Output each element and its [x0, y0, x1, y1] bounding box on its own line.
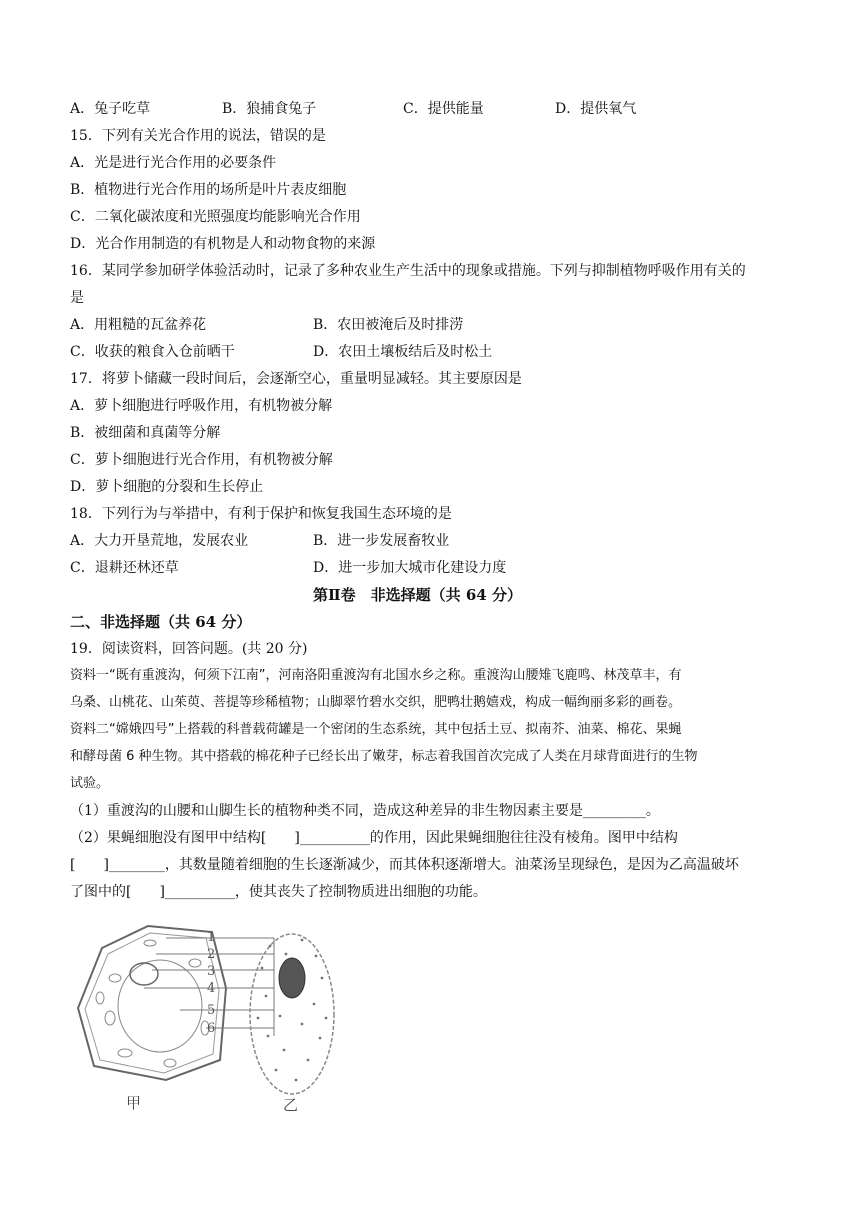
q19-sub2-line1: （2）果蝇细胞没有图甲中结构[ ]__________的作用，因此果蝇细胞往往没有棱角。图甲中结构 [70, 830, 678, 846]
figure-label-5: 5 [207, 1003, 216, 1018]
volume-title: 第Ⅱ卷 非选择题（共 64 分） [313, 586, 522, 604]
cell-diagram-svg [70, 918, 350, 1118]
q18-option-b: B．进一步发展畜牧业 [313, 533, 450, 549]
plant-nucleus [130, 963, 158, 985]
figure-caption-left: 甲 [126, 1094, 142, 1112]
q15-option-b: B．植物进行光合作用的场所是叶片表皮细胞 [70, 182, 347, 198]
figure-label-2: 2 [207, 947, 216, 962]
q16-stem-line2: 是 [70, 290, 84, 306]
figure-label-1: 1 [207, 930, 216, 945]
q15-option-c: C．二氧化碳浓度和光照强度均能影响光合作用 [70, 209, 361, 225]
q19-material1-line1: 资料一“既有重渡沟，何须下江南”，河南洛阳重渡沟有北国水乡之称。重渡沟山腰雉飞鹿鸣、林茂草丰，有 [70, 668, 682, 683]
q16-option-a: A．用粗糙的瓦盆养花 [70, 317, 207, 333]
q19-sub2-line3: 了图中的[ ]__________，使其丧失了控制物质进出细胞的功能。 [70, 884, 487, 900]
q15-option-a: A．光是进行光合作用的必要条件 [70, 155, 277, 171]
q17-option-c: C．萝卜细胞进行光合作用，有机物被分解 [70, 452, 333, 468]
q19-stem: 19．阅读资料，回答问题。(共 20 分) [70, 641, 308, 657]
q19-material1-line2: 乌桑、山桃花、山茱萸、菩提等珍稀植物；山脚翠竹碧水交织，肥鸭壮鹅嬉戏，构成一幅绚丽多彩的画卷。 [70, 695, 682, 710]
q18-stem: 18．下列行为与举措中，有利于保护和恢复我国生态环境的是 [70, 506, 452, 522]
figure-caption-right: 乙 [283, 1096, 299, 1114]
q17-option-b: B．被细菌和真菌等分解 [70, 425, 221, 441]
q14-option-d: D．提供氧气 [555, 101, 637, 117]
q17-option-d: D．萝卜细胞的分裂和生长停止 [70, 479, 264, 495]
cell-diagram [70, 918, 350, 1118]
q18-option-d: D．进一步加大城市化建设力度 [313, 560, 507, 576]
q14-option-b: B．狼捕食兔子 [222, 101, 317, 117]
q16-stem-line1: 16．某同学参加研学体验活动时，记录了多种农业生产生活中的现象或措施。下列与抑制植物呼吸作用有关的 [70, 263, 746, 279]
q19-material2-line1: 资料二“嫦娥四号”上搭载的科普载荷罐是一个密闭的生态系统，其中包括土豆、拟南芥、油菜、棉花、果蝇 [70, 722, 682, 737]
q19-sub2-line2: [ ]________，其数量随着细胞的生长逐渐减少，而其体积逐渐增大。油菜汤呈现绿色，是因为乙高温破坏 [70, 857, 739, 873]
q18-option-a: A．大力开垦荒地，发展农业 [70, 533, 249, 549]
q16-option-c: C．收获的粮食入仓前晒干 [70, 344, 235, 360]
q19-material2-line2: 和酵母菌 6 种生物。其中搭载的棉花种子已经长出了嫩芽，标志着我国首次完成了人类在月球背面进行的生物 [70, 749, 698, 764]
figure-label-4: 4 [207, 981, 216, 996]
q16-option-d: D．农田土壤板结后及时松土 [313, 344, 493, 360]
figure-label-3: 3 [207, 964, 216, 979]
q18-option-c: C．退耕还林还草 [70, 560, 179, 576]
section-title: 二、非选择题（共 64 分） [70, 613, 252, 631]
q17-stem: 17．将萝卜储藏一段时间后，会逐渐空心，重量明显减轻。其主要原因是 [70, 371, 522, 387]
q16-option-b: B．农田被淹后及时排涝 [313, 317, 464, 333]
figure-label-6: 6 [207, 1021, 216, 1036]
q14-option-c: C．提供能量 [403, 101, 484, 117]
q19-sub1: （1）重渡沟的山腰和山脚生长的植物种类不同，造成这种差异的非生物因素主要是_________。 [70, 803, 660, 819]
animal-nucleus [279, 958, 305, 998]
plant-cell-wall [78, 926, 226, 1080]
q19-material2-line3: 试验。 [70, 776, 110, 791]
q17-option-a: A．萝卜细胞进行呼吸作用，有机物被分解 [70, 398, 333, 414]
q15-stem: 15．下列有关光合作用的说法，错误的是 [70, 128, 326, 144]
q14-option-a: A．兔子吃草 [70, 101, 151, 117]
q15-option-d: D．光合作用制造的有机物是人和动物食物的来源 [70, 236, 376, 252]
